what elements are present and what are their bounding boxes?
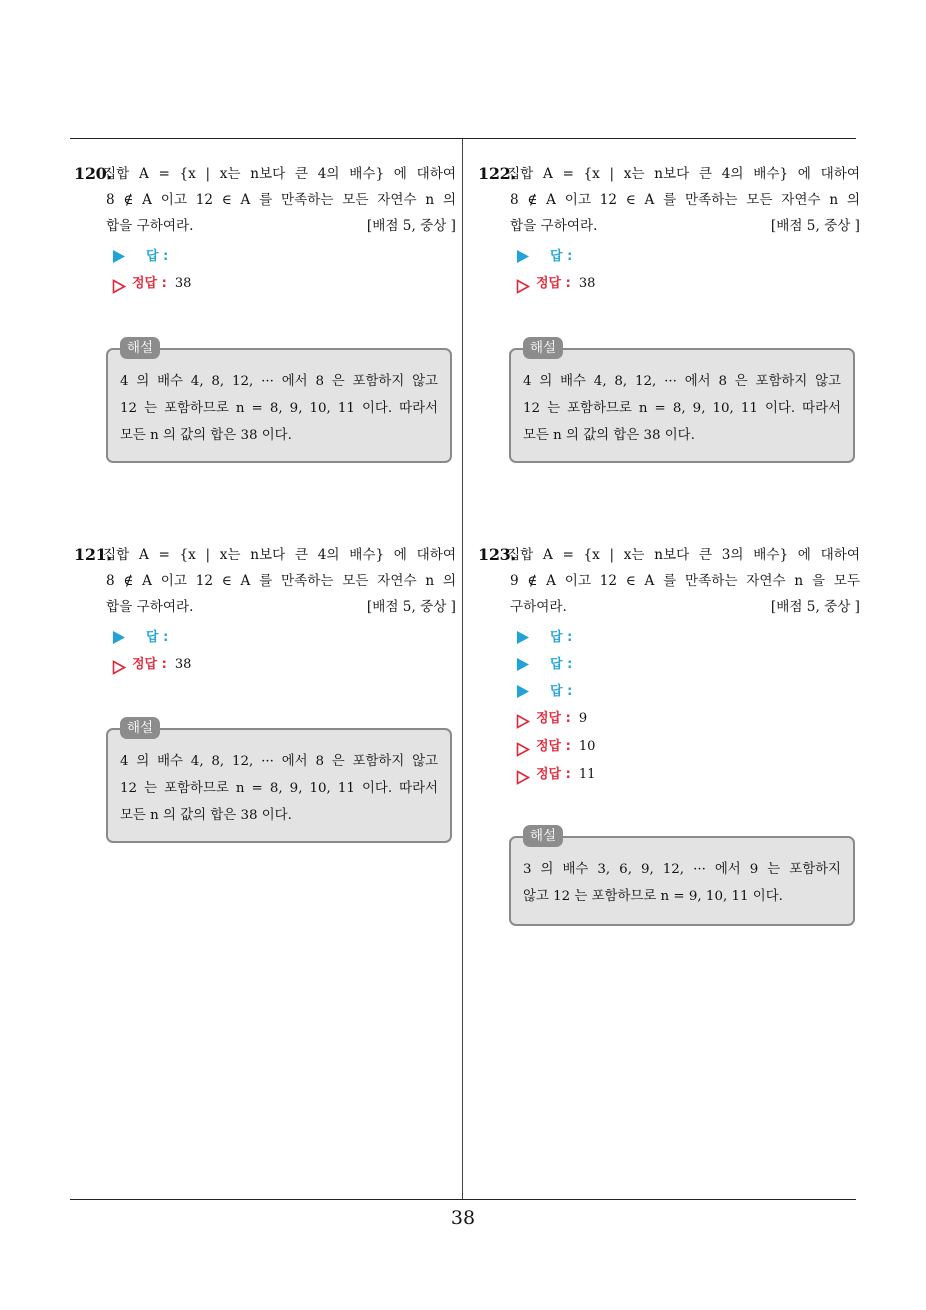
answer-row (516, 678, 860, 705)
play-arrow-icon (112, 249, 126, 264)
answer-block (74, 624, 456, 679)
explanation-line: 12 는 포함하므로 n = 8, 9, 10, 11 이다. 따라서 (120, 781, 438, 796)
outline-arrow-icon (112, 277, 126, 292)
explanation-line: 3 의 배수 3, 6, 9, 12, ··· 에서 9 는 포함하지 (523, 862, 841, 877)
outline-arrow-icon (516, 712, 530, 727)
answer-label: 답 : (550, 683, 573, 699)
score-meta: [배점 5, 중상 ] (770, 599, 860, 615)
explanation-line: 4 의 배수 4, 8, 12, ··· 에서 8 은 포함하지 않고 (120, 754, 438, 769)
explanation-box (106, 720, 452, 843)
question-line: 합을 구하여라. (510, 218, 598, 234)
explanation-line: 4 의 배수 4, 8, 12, ··· 에서 8 은 포함하지 않고 (523, 374, 841, 389)
answer-label: 답 : (550, 248, 573, 264)
explanation-tag: 해설 (120, 337, 160, 359)
question-line: 합을 구하여라. (106, 218, 194, 234)
answer-row (112, 624, 456, 651)
final-answer-label: 정답 : (536, 711, 571, 726)
question-last-line (106, 213, 456, 239)
question-last-line (510, 594, 860, 620)
explanation-line: 모든 n 의 값의 합은 38 이다. (523, 428, 695, 443)
final-answer-value: 11 (578, 767, 596, 782)
explanation-box (106, 340, 452, 463)
explanation-box (509, 828, 855, 926)
outline-arrow-icon (516, 768, 530, 783)
outline-arrow-icon (516, 740, 530, 755)
question-line: 합을 구하여라. (106, 599, 194, 615)
final-answer-value: 38 (174, 657, 192, 672)
column-divider (462, 139, 463, 1199)
question-line: 구하여라. (510, 599, 567, 615)
answer-label: 답 : (550, 629, 573, 645)
outline-arrow-icon (516, 277, 530, 292)
question-text (478, 542, 860, 620)
question-line: 집합 A = {x | x는 n보다 큰 4의 배수} 에 대하여 (507, 166, 860, 182)
final-answer-row (516, 761, 860, 789)
explanation-tag: 해설 (523, 825, 563, 847)
explanation-tag: 해설 (120, 717, 160, 739)
explanation-line: 12 는 포함하므로 n = 8, 9, 10, 11 이다. 따라서 (523, 401, 841, 416)
final-answer-label: 정답 : (536, 276, 571, 291)
question-text (74, 542, 456, 620)
answer-block (74, 243, 456, 298)
question-last-line (106, 594, 456, 620)
answer-label: 답 : (550, 656, 573, 672)
final-answer-label: 정답 : (536, 739, 571, 754)
answer-label: 답 : (146, 248, 169, 264)
question-line: 집합 A = {x | x는 n보다 큰 3의 배수} 에 대하여 (507, 547, 860, 563)
explanation-line: 모든 n 의 값의 합은 38 이다. (120, 428, 292, 443)
answer-row (516, 243, 860, 270)
problem-number: 121. (74, 545, 112, 564)
final-answer-value: 9 (578, 711, 588, 726)
question-last-line (510, 213, 860, 239)
score-meta: [배점 5, 중상 ] (366, 599, 456, 615)
play-arrow-icon (516, 684, 530, 699)
footer-rule (70, 1199, 856, 1200)
outline-arrow-icon (112, 658, 126, 673)
question-line: 집합 A = {x | x는 n보다 큰 4의 배수} 에 대하여 (103, 547, 456, 563)
explanation-line: 4 의 배수 4, 8, 12, ··· 에서 8 은 포함하지 않고 (120, 374, 438, 389)
play-arrow-icon (516, 249, 530, 264)
problem-123 (478, 542, 860, 789)
final-answer-row (516, 733, 860, 761)
answer-block (478, 624, 860, 789)
question-line: 8 ∉ A 이고 12 ∈ A 를 만족하는 모든 자연수 n 의 (106, 192, 456, 208)
final-answer-label: 정답 : (536, 767, 571, 782)
question-line: 9 ∉ A 이고 12 ∈ A 를 만족하는 자연수 n 을 모두 (510, 573, 860, 589)
question-text (478, 161, 860, 239)
final-answer-value: 10 (578, 739, 596, 754)
score-meta: [배점 5, 중상 ] (366, 218, 456, 234)
problem-number: 122. (478, 164, 516, 183)
page-number: 38 (450, 1207, 476, 1229)
problem-number: 120. (74, 164, 112, 183)
answer-row (516, 624, 860, 651)
explanation-tag: 해설 (523, 337, 563, 359)
explanation-box (509, 340, 855, 463)
final-answer-row (516, 270, 860, 298)
answer-label: 답 : (146, 629, 169, 645)
problem-120 (74, 161, 456, 298)
final-answer-row (112, 270, 456, 298)
header-rule (70, 138, 856, 139)
score-meta: [배점 5, 중상 ] (770, 218, 860, 234)
final-answer-row (516, 705, 860, 733)
answer-row (112, 243, 456, 270)
question-line: 8 ∉ A 이고 12 ∈ A 를 만족하는 모든 자연수 n 의 (106, 573, 456, 589)
play-arrow-icon (516, 630, 530, 645)
final-answer-label: 정답 : (132, 657, 167, 672)
play-arrow-icon (112, 630, 126, 645)
question-line: 집합 A = {x | x는 n보다 큰 4의 배수} 에 대하여 (103, 166, 456, 182)
answer-row (516, 651, 860, 678)
explanation-line: 모든 n 의 값의 합은 38 이다. (120, 808, 292, 823)
answer-block (478, 243, 860, 298)
play-arrow-icon (516, 657, 530, 672)
problem-122 (478, 161, 860, 298)
final-answer-value: 38 (174, 276, 192, 291)
final-answer-label: 정답 : (132, 276, 167, 291)
final-answer-row (112, 651, 456, 679)
problem-number: 123. (478, 545, 516, 564)
final-answer-value: 38 (578, 276, 596, 291)
explanation-line: 않고 12 는 포함하므로 n = 9, 10, 11 이다. (523, 889, 783, 904)
problem-121 (74, 542, 456, 679)
question-line: 8 ∉ A 이고 12 ∈ A 를 만족하는 모든 자연수 n 의 (510, 192, 860, 208)
explanation-line: 12 는 포함하므로 n = 8, 9, 10, 11 이다. 따라서 (120, 401, 438, 416)
question-text (74, 161, 456, 239)
